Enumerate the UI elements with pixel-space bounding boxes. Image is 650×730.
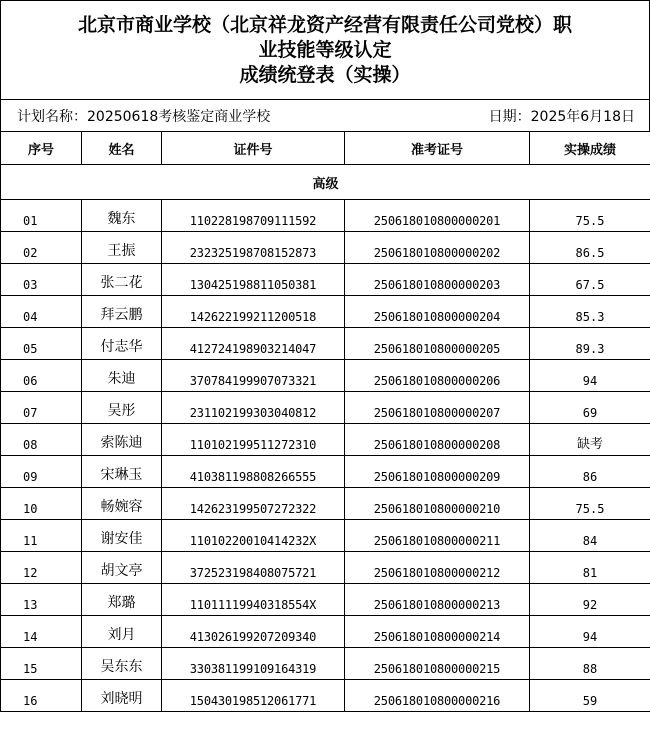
row-seq: 01	[1, 200, 82, 232]
row-name: 刘晓明	[82, 680, 162, 712]
row-id-number: 231102199303040812	[162, 392, 345, 424]
table-row	[1, 520, 650, 552]
row-id-number: 150430198512061771	[162, 680, 345, 712]
plan-value: 20250618考核鉴定商业学校	[87, 108, 271, 125]
row-exam-number: 250618010800000216	[345, 680, 530, 712]
row-exam-number: 250618010800000203	[345, 264, 530, 296]
col-header-name: 姓名	[82, 132, 162, 165]
row-name: 畅婉容	[82, 488, 162, 520]
table-row	[1, 552, 650, 584]
row-score: 89.3	[530, 328, 650, 360]
row-name: 拜云鹏	[82, 296, 162, 328]
row-id-number: 130425198811050381	[162, 264, 345, 296]
row-name: 张二花	[82, 264, 162, 296]
row-score: 59	[530, 680, 650, 712]
row-exam-number: 250618010800000212	[345, 552, 530, 584]
row-exam-number: 250618010800000208	[345, 424, 530, 456]
table-row	[1, 232, 650, 264]
row-score: 84	[530, 520, 650, 552]
row-name: 王振	[82, 232, 162, 264]
row-score: 75.5	[530, 488, 650, 520]
col-header-exam: 准考证号	[345, 132, 530, 165]
row-seq: 04	[1, 296, 82, 328]
row-name: 谢安佳	[82, 520, 162, 552]
table-row	[1, 424, 650, 456]
row-id-number: 413026199207209340	[162, 616, 345, 648]
date-info	[489, 106, 635, 126]
row-score: 75.5	[530, 200, 650, 232]
date-label: 日期：	[488, 108, 531, 125]
row-score: 92	[530, 584, 650, 616]
row-exam-number: 250618010800000201	[345, 200, 530, 232]
plan-info	[17, 106, 270, 126]
table-row	[1, 392, 650, 424]
table-row	[1, 680, 650, 712]
row-seq: 03	[1, 264, 82, 296]
row-name: 索陈迪	[82, 424, 162, 456]
row-score: 67.5	[530, 264, 650, 296]
row-id-number: 412724198903214047	[162, 328, 345, 360]
plan-label: 计划名称：	[17, 108, 87, 125]
row-seq: 09	[1, 456, 82, 488]
row-score: 94	[530, 616, 650, 648]
row-name: 胡文亭	[82, 552, 162, 584]
score-table	[0, 131, 650, 712]
table-row	[1, 200, 650, 232]
row-score: 缺考	[530, 424, 650, 456]
title-line-1: 北京市商业学校（北京祥龙资产经营有限责任公司党校）职	[77, 13, 572, 36]
row-id-number: 11010220010414232X	[162, 520, 345, 552]
row-id-number: 232325198708152873	[162, 232, 345, 264]
row-seq: 15	[1, 648, 82, 680]
row-seq: 14	[1, 616, 82, 648]
row-seq: 11	[1, 520, 82, 552]
title-line-3: 成绩统登表（实操）	[239, 63, 411, 86]
row-seq: 10	[1, 488, 82, 520]
row-id-number: 410381198808266555	[162, 456, 345, 488]
table-row	[1, 296, 650, 328]
date-value: 2025年6月18日	[530, 108, 635, 125]
row-name: 宋琳玉	[82, 456, 162, 488]
row-name: 朱迪	[82, 360, 162, 392]
row-exam-number: 250618010800000210	[345, 488, 530, 520]
row-id-number: 110228198709111592	[162, 200, 345, 232]
table-row	[1, 328, 650, 360]
row-score: 94	[530, 360, 650, 392]
row-score: 88	[530, 648, 650, 680]
row-name: 吴东东	[82, 648, 162, 680]
row-seq: 16	[1, 680, 82, 712]
row-exam-number: 250618010800000213	[345, 584, 530, 616]
row-id-number: 110102199511272310	[162, 424, 345, 456]
row-name: 付志华	[82, 328, 162, 360]
level-row	[1, 165, 650, 200]
row-id-number: 11011119940318554X	[162, 584, 345, 616]
row-seq: 05	[1, 328, 82, 360]
row-score: 86.5	[530, 232, 650, 264]
row-name: 郑璐	[82, 584, 162, 616]
row-seq: 08	[1, 424, 82, 456]
row-seq: 12	[1, 552, 82, 584]
row-exam-number: 250618010800000206	[345, 360, 530, 392]
col-header-id: 证件号	[162, 132, 345, 165]
row-exam-number: 250618010800000202	[345, 232, 530, 264]
col-header-seq: 序号	[1, 132, 82, 165]
table-row	[1, 648, 650, 680]
header-row	[1, 132, 650, 165]
row-seq: 07	[1, 392, 82, 424]
row-name: 魏东	[82, 200, 162, 232]
row-exam-number: 250618010800000205	[345, 328, 530, 360]
table-row	[1, 584, 650, 616]
row-exam-number: 250618010800000209	[345, 456, 530, 488]
table-row	[1, 264, 650, 296]
table-row	[1, 456, 650, 488]
row-id-number: 372523198408075721	[162, 552, 345, 584]
row-score: 81	[530, 552, 650, 584]
row-exam-number: 250618010800000211	[345, 520, 530, 552]
table-row	[1, 360, 650, 392]
row-name: 吴彤	[82, 392, 162, 424]
row-id-number: 330381199109164319	[162, 648, 345, 680]
table-row	[1, 616, 650, 648]
table-row	[1, 488, 650, 520]
row-id-number: 370784199907073321	[162, 360, 345, 392]
row-exam-number: 250618010800000215	[345, 648, 530, 680]
col-header-score: 实操成绩	[530, 132, 650, 165]
level-label: 高级	[1, 165, 650, 200]
row-name: 刘月	[82, 616, 162, 648]
row-exam-number: 250618010800000204	[345, 296, 530, 328]
row-seq: 06	[1, 360, 82, 392]
info-row	[0, 99, 650, 131]
row-id-number: 142622199211200518	[162, 296, 345, 328]
row-score: 85.3	[530, 296, 650, 328]
row-score: 69	[530, 392, 650, 424]
row-exam-number: 250618010800000214	[345, 616, 530, 648]
title-block	[0, 0, 650, 99]
row-exam-number: 250618010800000207	[345, 392, 530, 424]
row-seq: 02	[1, 232, 82, 264]
row-id-number: 142623199507272322	[162, 488, 345, 520]
title-line-2: 业技能等级认定	[258, 38, 392, 61]
row-seq: 13	[1, 584, 82, 616]
row-score: 86	[530, 456, 650, 488]
